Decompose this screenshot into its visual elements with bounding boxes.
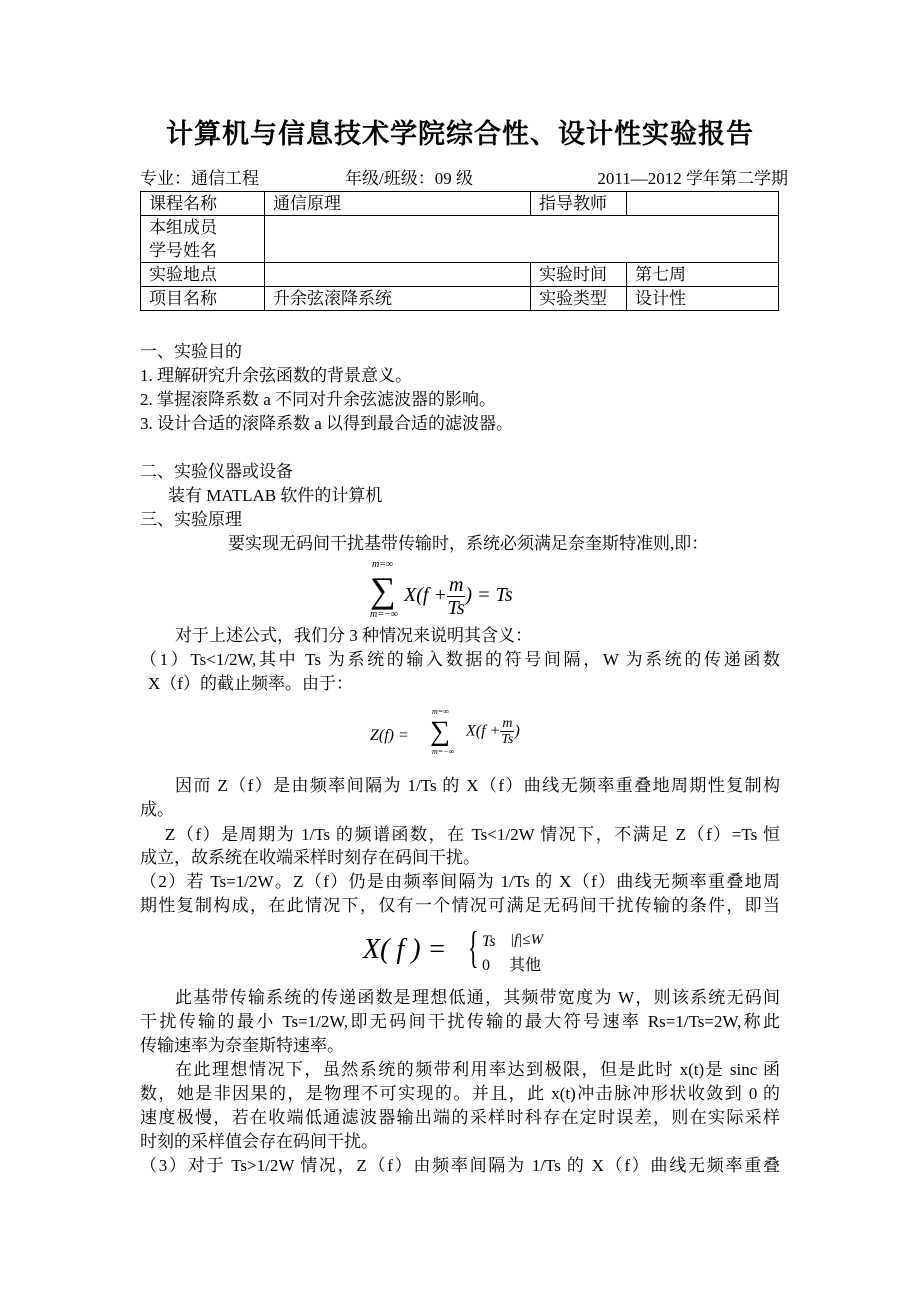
sum-lower: m=−∞ bbox=[432, 747, 455, 756]
numerator: m bbox=[502, 716, 513, 731]
formula-lhs: X( f ) = bbox=[363, 934, 447, 965]
paragraph: 装有 MATLAB 软件的计算机 bbox=[168, 486, 383, 505]
table-row bbox=[141, 287, 779, 311]
header-line bbox=[140, 168, 788, 190]
report-title: 计算机与信息技术学院综合性、设计性实验报告 bbox=[166, 119, 754, 149]
major: 专业：通信工程 bbox=[140, 169, 259, 188]
brace: { bbox=[468, 923, 479, 972]
grade: 年级/班级：09 级 bbox=[345, 169, 473, 188]
case-value: 0 bbox=[482, 957, 490, 974]
sum-sign: ∑ bbox=[370, 570, 396, 610]
paragraph: X（f）的截止频率。由于： bbox=[148, 674, 353, 693]
teacher-value bbox=[627, 192, 779, 216]
table-row bbox=[141, 192, 779, 216]
sum-lower: m=−∞ bbox=[370, 609, 398, 620]
paragraph: 对于上述公式，我们分 3 种情况来说明其含义： bbox=[175, 626, 532, 645]
members-label-1: 本组成员 bbox=[149, 218, 217, 237]
formula-rhs: ) = Ts bbox=[465, 584, 513, 607]
location-label: 实验地点 bbox=[141, 263, 265, 287]
formula-expression bbox=[466, 716, 520, 748]
project-label: 项目名称 bbox=[141, 287, 265, 311]
sum-sign: ∑ bbox=[430, 716, 450, 747]
section-heading: 三、实验原理 bbox=[140, 510, 242, 529]
teacher-label: 指导教师 bbox=[531, 192, 627, 216]
time-value: 第七周 bbox=[627, 263, 779, 287]
project-value: 升余弦滚降系统 bbox=[265, 287, 531, 311]
members-label bbox=[141, 216, 265, 263]
info-table bbox=[140, 191, 779, 311]
paragraph: 速度极慢，若在收端低通滤波器输出端的采样时科存在定时误差，则在实际采样 bbox=[140, 1108, 780, 1127]
paragraph: Z（f）是周期为 1/Ts 的频谱函数，在 Ts<1/2W 情况下，不满足 Z（f）=Ts 恒 bbox=[165, 825, 780, 844]
paragraph: 此基带传输系统的传递函数是理想低通，其频带宽度为 W，则该系统无码间 bbox=[175, 988, 780, 1007]
paragraph: 干扰传输的最小 Ts=1/2W,即无码间干扰传输的最大符号速率 Rs=1/Ts=2W,称此 bbox=[140, 1012, 780, 1031]
sum-upper: m=∞ bbox=[372, 559, 394, 570]
paragraph: 成。 bbox=[140, 800, 174, 819]
location-value bbox=[265, 263, 531, 287]
formula-body: X(f + bbox=[404, 584, 447, 607]
close-paren: ) bbox=[514, 722, 520, 740]
formula-lhs: Z(f) = bbox=[370, 727, 409, 744]
paragraph: 要实现无码间干扰基带传输时，系统必须满足奈奎斯特准则,即： bbox=[228, 534, 709, 553]
denominator: Ts bbox=[447, 597, 465, 619]
list-item: 3. 设计合适的滚降系数 a 以得到最合适的滤波器。 bbox=[140, 414, 514, 433]
denominator: Ts bbox=[501, 732, 514, 748]
paragraph: （3）对于 Ts>1/2W 情况，Z（f）由频率间隔为 1/Ts 的 X（f）曲线无频率重叠 bbox=[140, 1156, 780, 1175]
term: 2011—2012 学年第二学期 bbox=[597, 169, 788, 188]
members-label-2: 学号姓名 bbox=[149, 241, 217, 260]
case-value: Ts bbox=[482, 933, 496, 950]
paragraph: 因而 Z（f）是由频率间隔为 1/Ts 的 X（f）曲线无频率重叠地周期性复制构 bbox=[175, 776, 780, 795]
list-item: 1. 理解研究升余弦函数的背景意义。 bbox=[140, 366, 412, 385]
table-row bbox=[141, 263, 779, 287]
paragraph: 期性复制构成，在此情况下，仅有一个情况可满足无码间干扰传输的条件，即当 bbox=[140, 896, 780, 915]
formula-body: X(f + bbox=[466, 722, 501, 740]
members-value bbox=[265, 216, 779, 263]
course-value: 通信原理 bbox=[265, 192, 531, 216]
paragraph: （1）Ts<1/2W,其中 Ts 为系统的输入数据的符号间隔，W 为系统的传递函数 bbox=[140, 650, 780, 669]
table-row bbox=[141, 216, 779, 263]
course-label: 课程名称 bbox=[141, 192, 265, 216]
list-item: 2. 掌握滚降系数 a 不同对升余弦滤波器的影响。 bbox=[140, 390, 497, 409]
case-condition: 其他 bbox=[509, 957, 542, 974]
section-heading: 一、实验目的 bbox=[140, 342, 242, 361]
paragraph: 传输速率为奈奎斯特速率。 bbox=[140, 1036, 344, 1055]
type-value: 设计性 bbox=[627, 287, 779, 311]
paragraph: 时刻的采样值会存在码间干扰。 bbox=[140, 1132, 378, 1151]
sum-upper: m=∞ bbox=[432, 707, 449, 716]
type-label: 实验类型 bbox=[531, 287, 627, 311]
case-condition: |f|≤W bbox=[510, 932, 544, 948]
paragraph: （2）若 Ts=1/2W。Z（f）仍是由频率间隔为 1/Ts 的 X（f）曲线无频率重叠地周 bbox=[140, 872, 780, 891]
paragraph: 成立，故系统在收端采样时刻存在码间干扰。 bbox=[140, 848, 480, 867]
section-heading: 二、实验仪器或设备 bbox=[140, 462, 293, 481]
paragraph: 在此理想情况下，虽然系统的频带利用率达到极限，但是此时 x(t)是 sinc 函 bbox=[175, 1060, 780, 1079]
paragraph: 数，她是非因果的，是物理不可实现的。并且，此 x(t)冲击脉冲形状收敛到 0 的 bbox=[140, 1084, 780, 1103]
time-label: 实验时间 bbox=[531, 263, 627, 287]
numerator: m bbox=[448, 574, 464, 596]
formula-expression bbox=[404, 574, 513, 619]
